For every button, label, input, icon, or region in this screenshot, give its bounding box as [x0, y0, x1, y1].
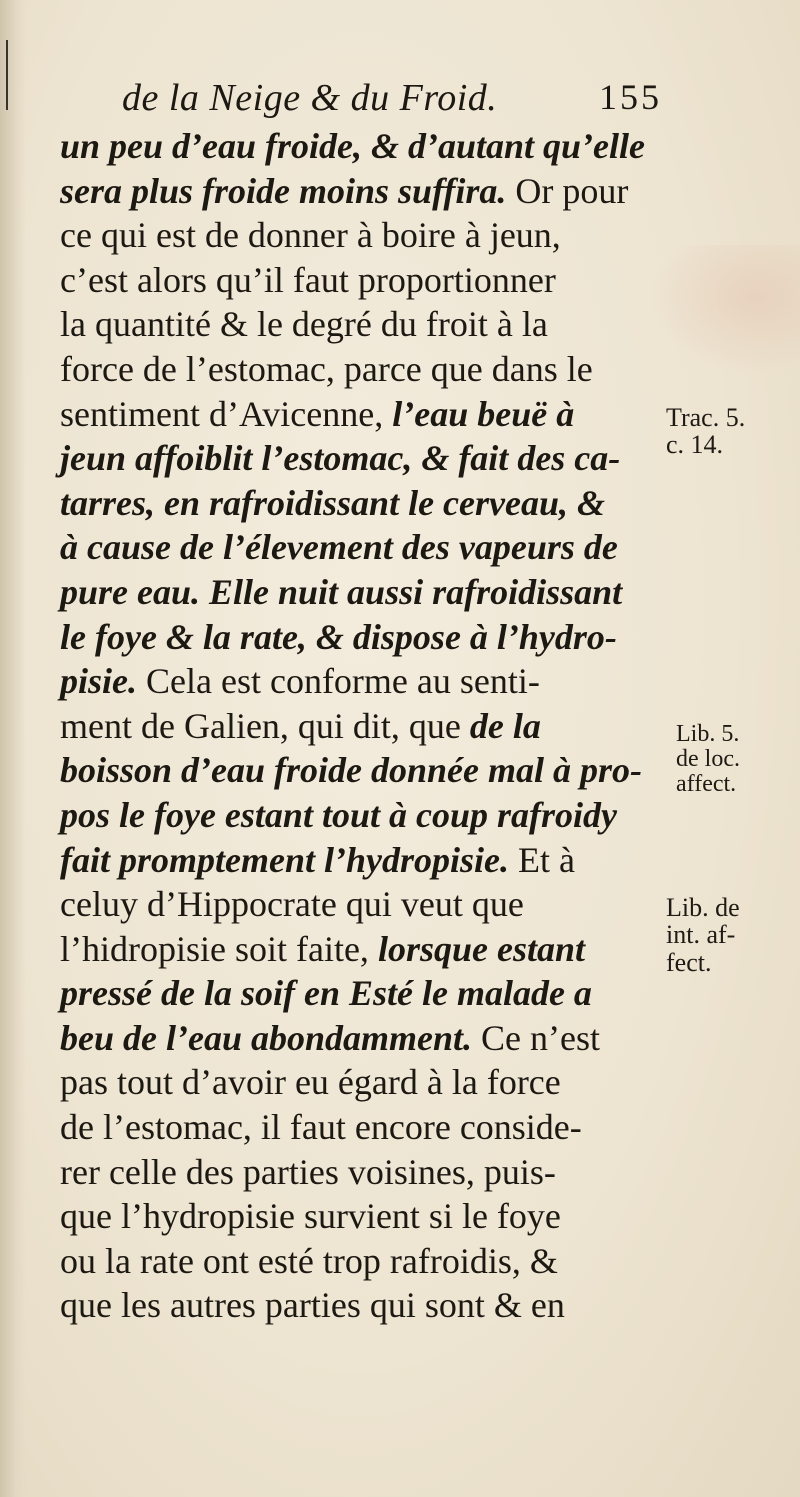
roman-segment: celuy d’Hippocrate qui veut que: [60, 884, 524, 925]
text-line: [60, 525, 660, 570]
text-line: [60, 302, 660, 347]
text-line: [60, 436, 660, 481]
margin-note-line: int. af-: [666, 920, 736, 950]
margin-note-line: Trac. 5.: [666, 403, 746, 432]
italic-segment: sera plus froide moins suffira.: [60, 170, 507, 211]
text-line: [60, 659, 660, 704]
text-line: [60, 124, 660, 169]
text-line: [60, 392, 660, 437]
margin-note-line: affect.: [676, 771, 737, 798]
text-line: [60, 347, 660, 392]
margin-note-line: fect.: [666, 947, 712, 977]
margin-note-avicenna: [666, 404, 745, 459]
text-line: [60, 793, 660, 838]
italic-segment: fait promptement l’hydropisie.: [60, 839, 509, 880]
roman-segment: Or pour: [506, 170, 629, 211]
text-line: [60, 1283, 660, 1328]
roman-segment: l’hidropisie soit faite,: [60, 928, 378, 969]
roman-segment: force de l’estomac, parce que dans le: [60, 348, 593, 389]
italic-segment: pure eau. Elle nuit aussi rafroidissant: [60, 571, 623, 612]
roman-segment: Ce n’est: [472, 1017, 600, 1058]
text-line: [60, 927, 660, 972]
italic-segment: le foye & la rate, & dispose à l’hydro-: [60, 616, 617, 657]
text-line: [60, 481, 660, 526]
italic-segment: lorsque estant: [377, 928, 585, 969]
roman-segment: que les autres parties qui sont & en: [60, 1285, 565, 1326]
page-header: [122, 68, 662, 124]
text-line: [60, 1239, 660, 1284]
text-line: [60, 882, 660, 927]
text-line: [60, 615, 660, 660]
margin-note-line: Lib. de: [666, 893, 740, 922]
text-line: [60, 1150, 660, 1195]
page-gutter: [0, 0, 26, 1497]
roman-segment: rer celle des parties voisines, puis-: [60, 1151, 556, 1192]
roman-segment: Et à: [508, 839, 575, 880]
roman-segment: de l’estomac, il faut encore conside-: [60, 1107, 582, 1148]
roman-segment: sentiment d’Avicenne,: [60, 393, 393, 434]
text-line: [60, 169, 660, 214]
italic-segment: pisie.: [60, 661, 137, 702]
italic-segment: jeun affoiblit l’estomac, & fait des ca-: [60, 438, 621, 479]
italic-segment: de la: [469, 705, 541, 746]
roman-segment: c’est alors qu’il faut proportionner: [60, 259, 556, 300]
roman-segment: Cela est conforme au senti-: [137, 661, 540, 702]
roman-segment: que l’hydropisie survient si le foye: [60, 1196, 561, 1237]
text-line: [60, 971, 660, 1016]
body-text: [60, 124, 660, 1328]
text-line: [60, 1060, 660, 1105]
text-line: [60, 1194, 660, 1239]
text-line: [60, 1105, 660, 1150]
text-line: [60, 258, 660, 303]
italic-segment: un peu d’eau froide, & d’autant qu’elle: [60, 126, 646, 166]
paper-stain: [650, 245, 800, 375]
text-line: [60, 1016, 660, 1061]
italic-segment: tarres, en rafroidissant le cerveau, &: [60, 482, 605, 523]
page-number: 155: [599, 77, 662, 117]
text-line: [60, 570, 660, 615]
margin-note-hippocrate: [666, 894, 740, 976]
margin-note-line: c. 14.: [666, 430, 724, 460]
roman-segment: pas tout d’avoir eu égard à la force: [60, 1062, 561, 1103]
margin-note-line: de loc.: [676, 746, 740, 773]
roman-segment: la quantité & le degré du froit à la: [60, 304, 548, 345]
italic-segment: beu de l’eau abondamment.: [60, 1017, 472, 1058]
italic-segment: boisson d’eau froide donnée mal à pro-: [60, 750, 643, 791]
running-head: de la Neige & du Froid.: [122, 77, 498, 119]
italic-segment: à cause de l’élevement des vapeurs de: [60, 527, 618, 568]
italic-segment: pos le foye estant tout à coup rafroidy: [60, 794, 617, 835]
text-line: [60, 838, 660, 883]
text-line: [60, 748, 660, 793]
margin-note-line: Lib. 5.: [676, 721, 740, 747]
italic-segment: pressé de la soif en Esté le malade a: [60, 973, 592, 1014]
binding-mark: [6, 40, 8, 110]
italic-segment: l’eau beuë à: [392, 393, 575, 434]
roman-segment: ou la rate ont esté trop rafroidis, &: [60, 1240, 558, 1281]
roman-segment: ce qui est de donner à boire à jeun,: [60, 215, 561, 256]
text-line: [60, 213, 660, 258]
roman-segment: ment de Galien, qui dit, que: [60, 705, 470, 746]
margin-note-galien: [676, 722, 740, 798]
text-line: [60, 704, 660, 749]
